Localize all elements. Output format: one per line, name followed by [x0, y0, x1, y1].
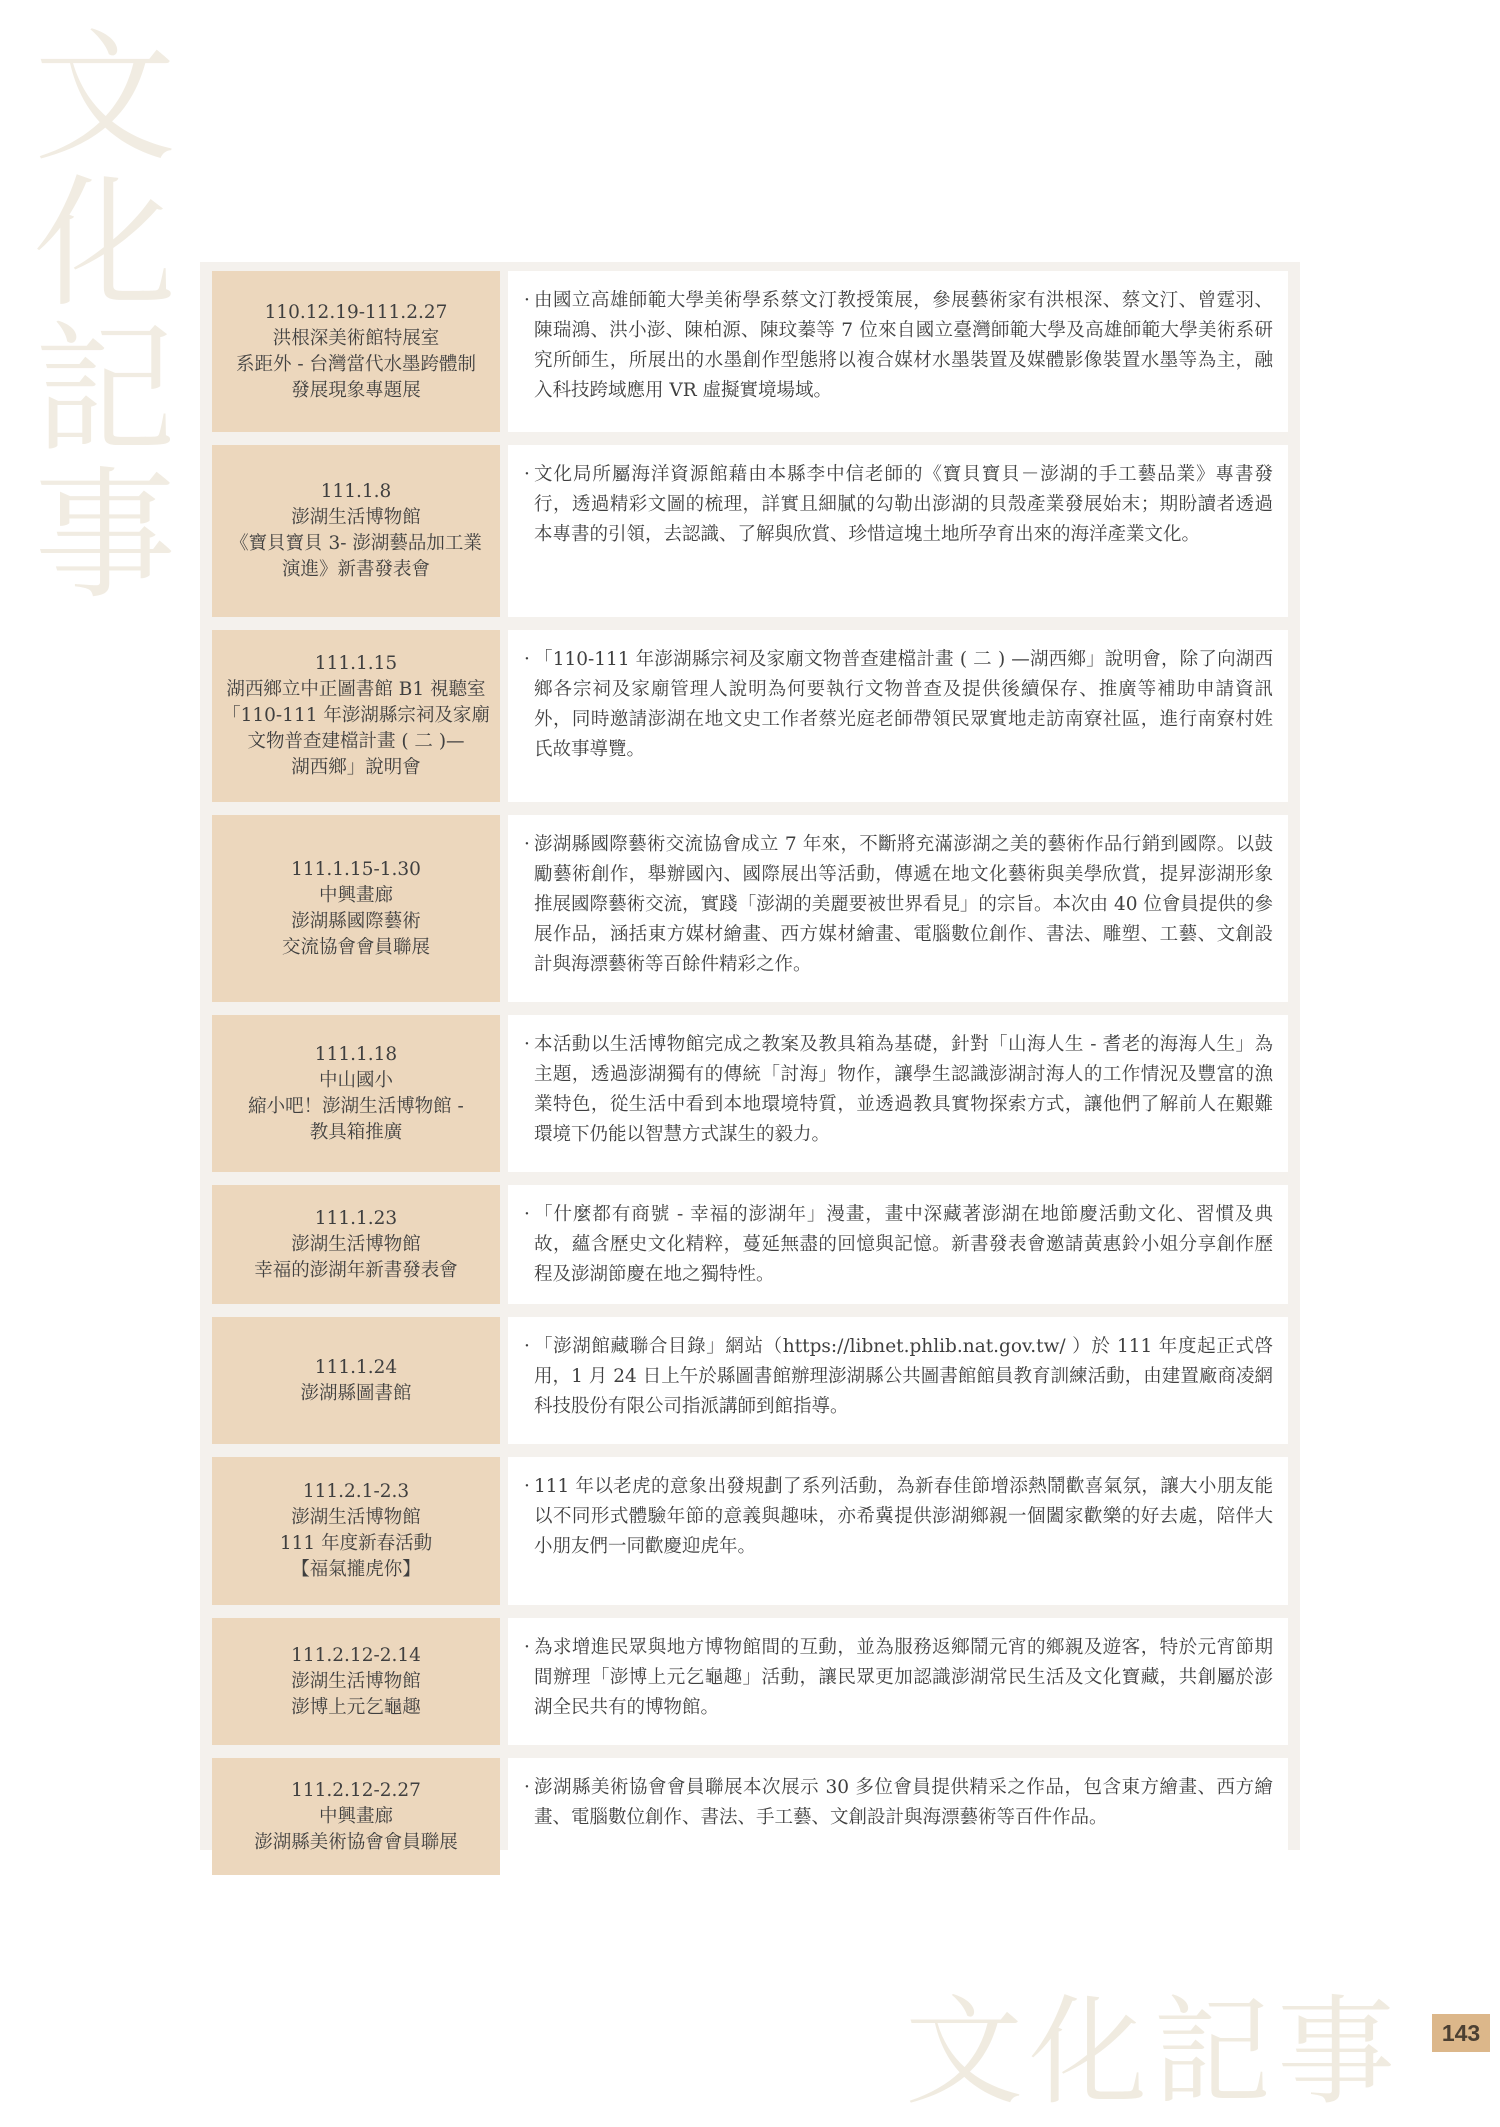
bullet-dot: · — [524, 649, 530, 670]
event-description-cell — [508, 1015, 1288, 1172]
event-title-text: 111.1.23 澎湖生活博物館 幸福的澎湖年新書發表會 — [254, 1207, 458, 1281]
bullet-dot: · — [524, 290, 530, 311]
event-date-venue-cell — [212, 1758, 500, 1875]
events-table — [200, 262, 1300, 1853]
event-description-cell — [508, 630, 1288, 802]
table-row — [212, 1185, 1288, 1304]
table-row — [212, 271, 1288, 432]
table-row — [212, 445, 1288, 617]
event-description-text: 由國立高雄師範大學美術學系蔡文汀教授策展，參展藝術家有洪根深、蔡文汀、曾霆羽、陳瑞鴻、洪小澎、陳柏源、陳玟蓁等 7 位來自國立臺灣師範大學及高雄師範大學美術系研究所師生，所展出的水墨創作型態將以複合媒材水墨裝置及媒體影像裝置水墨等為主，融入科技跨域應用 VR 虛擬實境場域。 — [534, 290, 1273, 401]
bullet-dot: · — [524, 1034, 530, 1055]
event-date-venue-cell — [212, 630, 500, 802]
table-row — [212, 815, 1288, 1002]
footer-watermark-title: 文化記事 — [905, 1983, 1402, 2121]
event-date-venue-cell — [212, 445, 500, 617]
bullet-dot: · — [524, 1204, 530, 1225]
event-description-cell — [508, 815, 1288, 1002]
event-description-cell — [508, 1758, 1288, 1875]
event-description-text: 「110-111 年澎湖縣宗祠及家廟文物普查建檔計畫 ( 二 ) —湖西鄉」說明會，除了向湖西鄉各宗祠及家廟管理人說明為何要執行文物普查及提供後續保存、推廣等補助申請資訊外，同時邀請澎湖在地文史工作者蔡光庭老師帶領民眾實地走訪南寮社區，進行南寮村姓氏故事導覽。 — [534, 649, 1273, 760]
table-row — [212, 1457, 1288, 1605]
event-title-text: 111.1.24 澎湖縣圖書館 — [300, 1356, 412, 1404]
table-row — [212, 1758, 1288, 1875]
event-description-cell — [508, 1185, 1288, 1304]
event-title-text: 111.2.1-2.3 澎湖生活博物館 111 年度新春活動 【福氣攏虎你】 — [279, 1481, 433, 1580]
event-description-text: 「澎湖館藏聯合目錄」網站（https://libnet.phlib.nat.gov.tw/ ）於 111 年度起正式啓用，1 月 24 日上午於縣圖書館辦理澎湖縣公共圖書館館員教育訓練活動，由建置廠商凌網科技股份有限公司指派講師到館指導。 — [534, 1336, 1273, 1417]
event-date-venue-cell — [212, 1185, 500, 1304]
event-title-text: 110.12.19-111.2.27 洪根深美術館特展室 系距外 - 台灣當代水墨跨體制 發展現象專題展 — [235, 301, 476, 401]
event-title-text: 111.1.15 湖西鄉立中正圖書館 B1 視聽室 「110-111 年澎湖縣宗祠及家廟 文物普查建檔計畫 ( 二 )— 湖西鄉」說明會 — [222, 653, 490, 778]
bullet-dot: · — [524, 1777, 530, 1798]
event-date-venue-cell — [212, 1618, 500, 1745]
event-date-venue-cell — [212, 1457, 500, 1605]
event-description-cell — [508, 1618, 1288, 1745]
event-title-text: 111.1.8 澎湖生活博物館 《寶貝寶貝 3- 澎湖藝品加工業 演進》新書發表會 — [230, 481, 482, 580]
vertical-watermark-title: 文化記事 — [10, 22, 175, 606]
table-row — [212, 1015, 1288, 1172]
table-row — [212, 1618, 1288, 1745]
bullet-dot: · — [524, 1336, 530, 1357]
bullet-dot: · — [524, 1476, 530, 1497]
event-date-venue-cell — [212, 1015, 500, 1172]
event-description-text: 澎湖縣美術協會會員聯展本次展示 30 多位會員提供精采之作品，包含東方繪畫、西方繪畫、電腦數位創作、書法、手工藝、文創設計與海漂藝術等百件作品。 — [534, 1777, 1273, 1828]
event-description-text: 本活動以生活博物館完成之教案及教具箱為基礎，針對「山海人生 - 耆老的海海人生」為主題，透過澎湖獨有的傳統「討海」物作，讓學生認識澎湖討海人的工作情況及豐富的漁業特色，從生活中看到本地環境特質，並透過教具實物探索方式，讓他們了解前人在艱難環境下仍能以智慧方式謀生的毅力。 — [534, 1034, 1273, 1145]
event-description-text: 「什麼都有商號 - 幸福的澎湖年」漫畫，畫中深藏著澎湖在地節慶活動文化、習慣及典故，蘊含歷史文化精粹，蔓延無盡的回憶與記憶。新書發表會邀請黃惠鈴小姐分享創作歷程及澎湖節慶在地之獨特性。 — [534, 1204, 1273, 1285]
event-description-text: 文化局所屬海洋資源館藉由本縣李中信老師的《寶貝寶貝－澎湖的手工藝品業》專書發行，透過精彩文圖的梳理，詳實且細膩的勾勒出澎湖的貝殼產業發展始末；期盼讀者透過本專書的引領，去認識、了解與欣賞、珍惜這塊土地所孕育出來的海洋產業文化。 — [534, 464, 1273, 545]
table-row — [212, 630, 1288, 802]
event-description-text: 111 年以老虎的意象出發規劃了系列活動，為新春佳節增添熱鬧歡喜氣氛，讓大小朋友能以不同形式體驗年節的意義與趣味，亦希冀提供澎湖鄉親一個闔家歡樂的好去處，陪伴大小朋友們一同歡慶迎虎年。 — [534, 1476, 1273, 1557]
event-title-text: 111.1.15-1.30 中興畫廊 澎湖縣國際藝術 交流協會會員聯展 — [281, 858, 430, 958]
event-description-text: 澎湖縣國際藝術交流協會成立 7 年來，不斷將充滿澎湖之美的藝術作品行銷到國際。以鼓勵藝術創作，舉辦國內、國際展出等活動，傳遞在地文化藝術與美學欣賞，提昇澎湖形象推展國際藝術交流，實踐「澎湖的美麗要被世界看見」的宗旨。本次由 40 位會員提供的參展作品，涵括東方媒材繪畫、西方媒材繪畫、電腦數位創作、書法、雕塑、工藝、文創設計與海漂藝術等百餘件精彩之作。 — [534, 834, 1273, 975]
event-title-text: 111.1.18 中山國小 縮小吧！澎湖生活博物館 - 教具箱推廣 — [248, 1043, 464, 1143]
event-title-text: 111.2.12-2.14 澎湖生活博物館 澎博上元乞龜趣 — [291, 1644, 421, 1718]
event-date-venue-cell — [212, 1317, 500, 1444]
event-description-cell — [508, 1317, 1288, 1444]
bullet-dot: · — [524, 834, 530, 855]
event-description-text: 為求增進民眾與地方博物館間的互動，並為服務返鄉鬧元宵的鄉親及遊客，特於元宵節期間辦理「澎博上元乞龜趣」活動，讓民眾更加認識澎湖常民生活及文化寶藏，共創屬於澎湖全民共有的博物館。 — [534, 1637, 1273, 1718]
page-number-badge: 143 — [1432, 2014, 1490, 2052]
event-description-cell — [508, 1457, 1288, 1605]
event-title-text: 111.2.12-2.27 中興畫廊 澎湖縣美術協會會員聯展 — [254, 1779, 458, 1853]
event-description-cell — [508, 445, 1288, 617]
event-description-cell — [508, 271, 1288, 432]
event-date-venue-cell — [212, 815, 500, 1002]
bullet-dot: · — [524, 464, 530, 485]
event-date-venue-cell — [212, 271, 500, 432]
bullet-dot: · — [524, 1637, 530, 1658]
table-row — [212, 1317, 1288, 1444]
